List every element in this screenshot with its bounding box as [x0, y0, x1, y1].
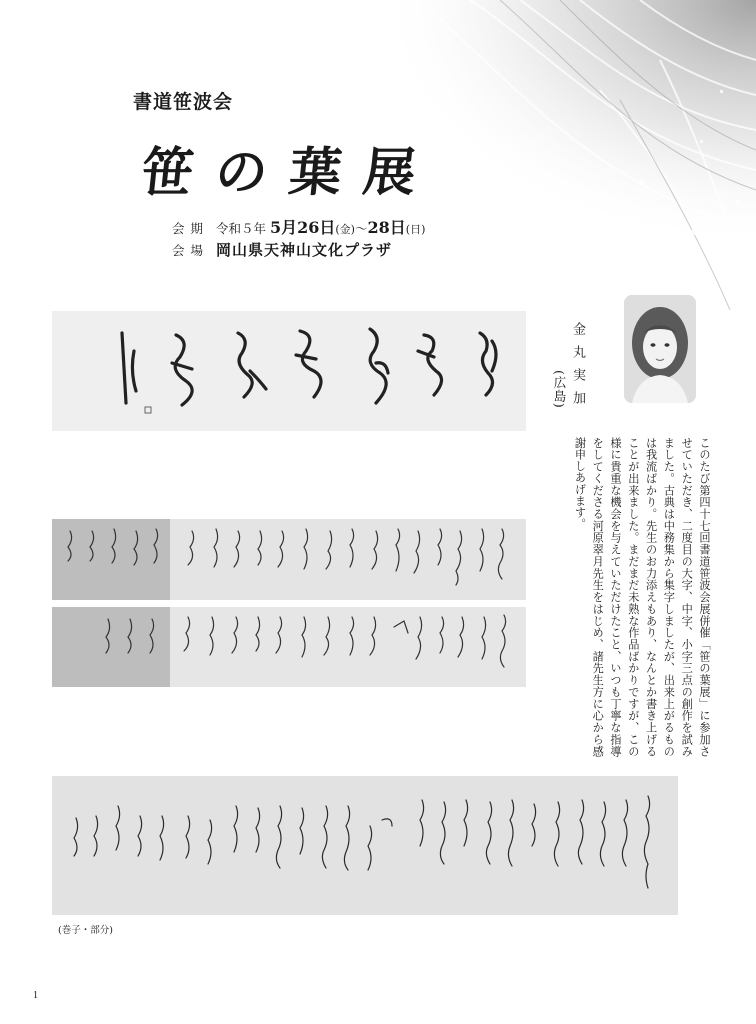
page-number: 1 [33, 990, 38, 1001]
artist-portrait [624, 295, 696, 403]
period-start-date: 5月26日 [269, 218, 336, 237]
period-separator: ～ [354, 221, 368, 236]
portrait-illustration [624, 295, 696, 403]
venue-label: 会場 [172, 243, 210, 258]
exhibition-period [172, 215, 425, 238]
calligraphy-panel-scroll-upper [52, 519, 526, 600]
artist-region: (広島) [552, 370, 567, 409]
calligraphy-panel-handscroll [52, 776, 678, 915]
period-end-date: 28日 [367, 218, 406, 237]
period-label: 会期 [172, 221, 210, 236]
calligraphy-strokes [52, 519, 526, 600]
artist-name: 金丸実加 [570, 322, 585, 414]
calligraphy-strokes [52, 311, 526, 431]
exhibition-venue [172, 239, 392, 260]
artist-statement: このたび第四十七回書道笹波会展併催「笹の葉展」に参加させていただき、二度目の大字、中字、小字三点の創作を試みました。古典は中務集から集字しましたが、出来上がるものは我流ばかり。先生のお力添えもあり、なんとか書き上げることが出来ました。まだまだ未熟な作品ばかりですが、この様に貴重な機会を与えていただけたこと、いつも丁寧な指導をしてくださる河原翠月先生をはじめ、諸先生方に心から感謝申しあげます。 [573, 437, 711, 757]
venue-value: 岡山県天神山文化プラザ [215, 241, 392, 259]
period-era: 令和５年 [215, 221, 266, 236]
organization-name: 書道笹波会 [133, 91, 234, 113]
period-end-day: (日) [405, 223, 426, 236]
period-start-day: (金) [335, 223, 355, 236]
artwork-caption: (巻子・部分) [58, 925, 113, 936]
exhibition-title: 笹の葉展 [138, 142, 441, 203]
calligraphy-panel-large [52, 311, 526, 431]
calligraphy-panel-scroll-lower [52, 607, 526, 687]
calligraphy-strokes [52, 607, 526, 687]
calligraphy-strokes [52, 776, 678, 915]
